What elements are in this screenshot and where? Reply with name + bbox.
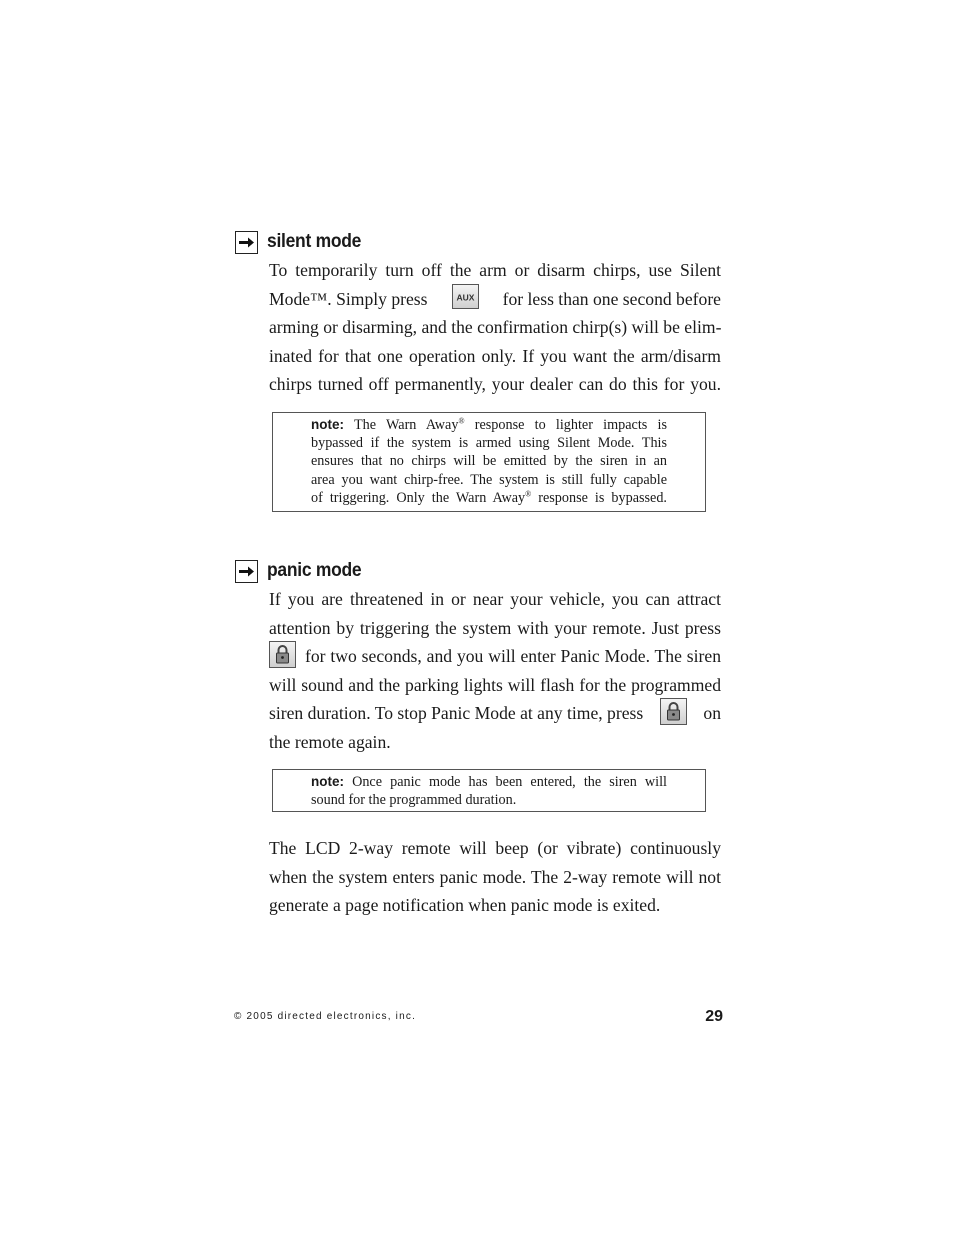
section-heading-panic-mode	[235, 558, 370, 584]
aux-button-icon	[452, 284, 479, 309]
silent-mode-paragraph: To temporarily turn off the arm or disarm chirps, use Silent Mode™. Simply press AUX for less than one second before arming or disarming, and the confirmation chirp(s) will be elim- inated for that one operation only. If you want the arm/disarm chirps turned off permanently, your dealer can do this for you.	[269, 260, 722, 394]
section-title: panic mode	[267, 560, 362, 581]
section-heading-silent-mode	[235, 229, 369, 255]
arrow-right-icon	[235, 560, 258, 583]
note-label: note:	[311, 417, 344, 432]
lcd-remote-paragraph: The LCD 2-way remote will beep (or vibrate) continuously when the system enters panic mode. The 2-way remote will not generate a page notification when panic mode is exited.	[269, 838, 721, 915]
note-box-panic-mode: note: Once panic mode has been entered, the siren will sound for the programmed duration.	[272, 769, 706, 812]
panic-mode-paragraph: If you are threatened in or near your vehicle, you can attract attention by triggering the system with your remote. Just press for two seconds, and you will enter Panic Mode. The siren will sound and the parking lights will flash for the programmed siren duration. To stop Panic Mode at any time, press on the remote again.	[269, 589, 721, 752]
note-label: note:	[311, 774, 344, 789]
copyright-footer: © 2005 directed electronics, inc.	[234, 1011, 417, 1022]
section-title: silent mode	[267, 231, 362, 252]
note-box-silent-mode: note: The Warn Away® response to lighter impacts is bypassed if the system is armed using Silent Mode. This ensures that no chirps will be emitted by the siren in an area you want chirp-free. The system is still fully capable of triggering. Only the Warn Away® response is bypassed.	[272, 412, 706, 512]
arrow-right-icon	[235, 231, 258, 254]
lock-button-icon	[660, 698, 687, 725]
svg-text:AUX: AUX	[456, 292, 475, 303]
lock-button-icon	[269, 641, 296, 668]
page-number: 29	[705, 1008, 723, 1025]
